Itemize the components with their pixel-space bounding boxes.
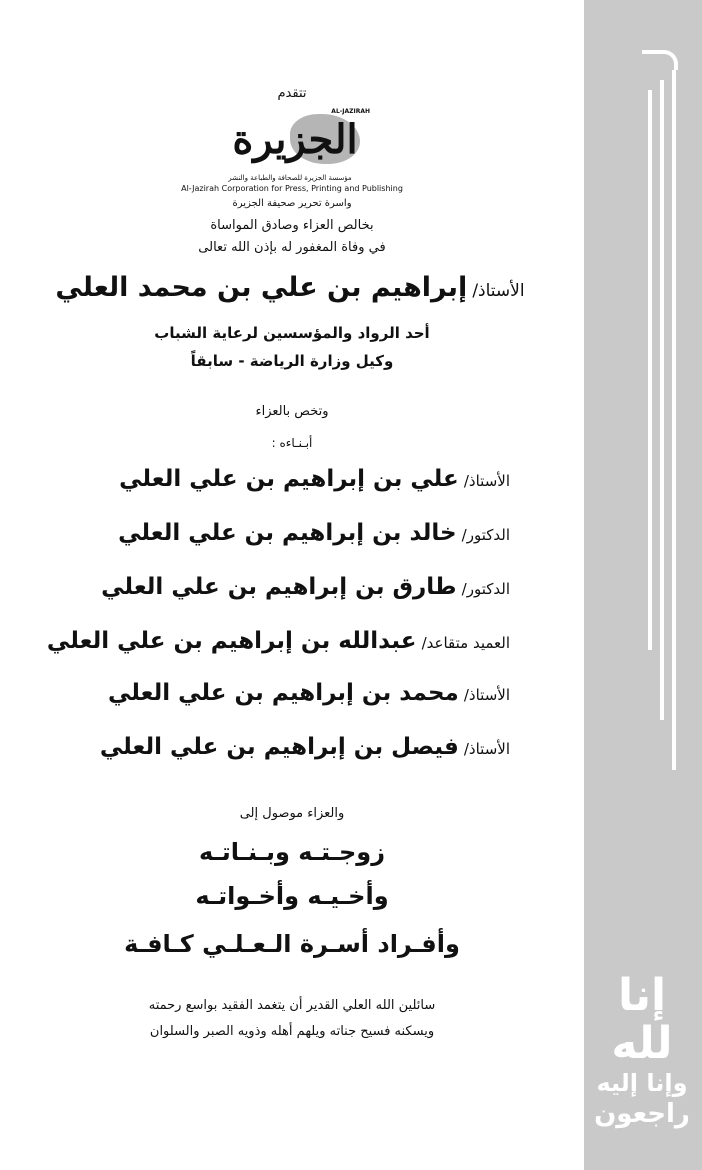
deceased-heading	[40, 272, 540, 303]
relatives-line: وأفـراد أسـرة الـعـلـي كـافـة	[124, 930, 460, 958]
son-name: علي بن إبراهيم بن علي العلي	[119, 466, 459, 492]
editorial-staff-line: واسرة تحرير صحيفة الجزيرة	[232, 198, 352, 209]
son-row	[70, 734, 510, 760]
verse-line: وإنا إليه	[596, 1069, 688, 1097]
prayer-line: ويسكنه فسيح جناته ويلهم أهله وذويه الصبر والسلوان	[149, 1024, 435, 1039]
calligraphy-stroke	[672, 70, 676, 770]
verse-line: راجعون	[594, 1099, 690, 1129]
son-row	[70, 466, 510, 492]
al-jazirah-logo	[190, 108, 400, 188]
son-title: الأستاذ/	[463, 686, 510, 704]
son-row	[70, 574, 510, 600]
organization-name-en: Al-Jazirah Corporation for Press, Printing and Publishing	[181, 184, 403, 193]
son-title: الأستاذ/	[463, 472, 510, 490]
son-title: الأستاذ/	[463, 740, 510, 758]
organization-name-ar: مؤسسة الجزيرة للصحافة والطباعة والنشر	[228, 174, 352, 182]
calligraphy-stroke	[660, 80, 664, 720]
calligraphy-stroke	[648, 90, 652, 650]
death-notice-line: في وفاة المغفور له بإذن الله تعالى	[198, 240, 386, 255]
condolences-line: بخالص العزاء وصادق المواساة	[210, 218, 374, 233]
deceased-name: إبراهيم بن علي بن محمد العلي	[55, 272, 468, 303]
deceased-description-2: وكيل وزارة الرياضة - سابقاً	[190, 352, 394, 370]
relatives-line: زوجـتـه وبـنـاتـه	[198, 838, 386, 866]
son-row	[46, 628, 510, 654]
son-title: الدكتور/	[461, 580, 510, 598]
son-title: الدكتور/	[461, 526, 510, 544]
deceased-title: الأستاذ/	[472, 281, 525, 301]
verse-line: إنا لله	[611, 970, 673, 1069]
mourners-intro: وتخص بالعزاء	[255, 404, 329, 419]
son-row	[70, 680, 510, 706]
son-row	[70, 520, 510, 546]
quran-verse	[590, 972, 694, 1130]
presents-label: تتقدم	[277, 86, 307, 101]
logo-name: الجزيرة	[232, 116, 358, 163]
logo-en-text: AL-JAZIRAH	[331, 108, 370, 115]
sons-label: أبـنـاءه :	[271, 436, 313, 450]
son-name: خالد بن إبراهيم بن علي العلي	[118, 520, 457, 546]
son-name: محمد بن إبراهيم بن علي العلي	[107, 680, 459, 706]
extended-condolences-label: والعزاء موصول إلى	[239, 806, 345, 821]
son-title: العميد متقاعد/	[421, 634, 510, 652]
prayer-line: سائلين الله العلي القدير أن يتغمد الفقيد بواسع رحمته	[148, 998, 436, 1013]
calligraphy-stroke	[642, 50, 678, 70]
relatives-line: وأخـيـه وأخـواتـه	[195, 882, 389, 910]
son-name: عبدالله بن إبراهيم بن علي العلي	[46, 628, 417, 654]
son-name: فيصل بن إبراهيم بن علي العلي	[99, 734, 459, 760]
deceased-description-1: أحد الرواد والمؤسسين لرعاية الشباب	[154, 324, 430, 342]
son-name: طارق بن إبراهيم بن علي العلي	[101, 574, 457, 600]
decorative-sidebar	[584, 0, 702, 1170]
